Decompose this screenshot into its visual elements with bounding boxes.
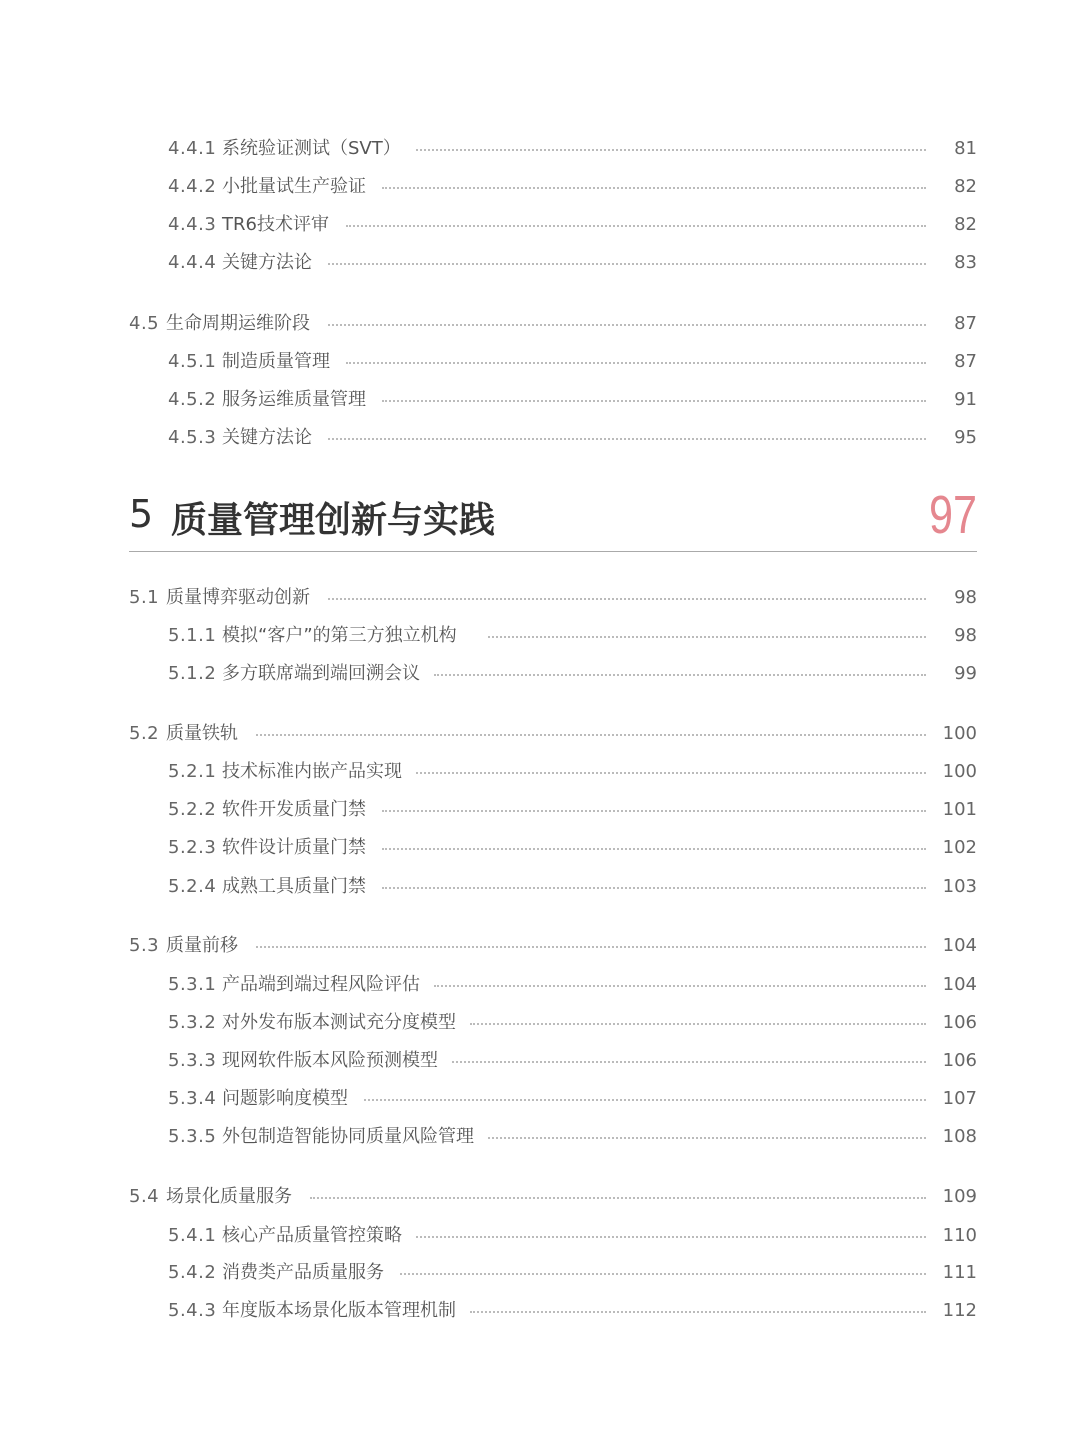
toc-entry-page: 102 (942, 837, 977, 858)
toc-entry-title: 消费类产品质量服务 (222, 1262, 384, 1283)
toc-entry[interactable] (0, 172, 1080, 202)
toc-entry-number: 4.4.1 (168, 138, 217, 159)
toc-entry-page: 103 (942, 876, 977, 897)
toc-entry-title: 场景化质量服务 (166, 1186, 292, 1207)
toc-entry-page: 98 (954, 587, 977, 608)
chapter-title: 质量管理创新与实践 (171, 500, 496, 541)
toc-entry-page: 106 (942, 1050, 977, 1071)
dot-leader (328, 438, 926, 440)
toc-entry-title: 外包制造智能协同质量风险管理 (222, 1126, 474, 1147)
toc-entry[interactable] (0, 621, 1080, 651)
toc-entry[interactable] (0, 210, 1080, 240)
toc-entry-number: 5.1 (129, 587, 160, 608)
toc-entry-number: 4.5.1 (168, 351, 217, 372)
toc-entry-page: 109 (942, 1186, 977, 1207)
toc-entry-number: 5.3.1 (168, 974, 217, 995)
toc-section-entry[interactable] (0, 309, 1080, 339)
toc-entry-page: 101 (942, 799, 977, 820)
toc-entry[interactable] (0, 659, 1080, 689)
toc-entry-title: 小批量试生产验证 (222, 176, 366, 197)
toc-entry-title: 技术标准内嵌产品实现 (222, 761, 402, 782)
toc-entry[interactable] (0, 1221, 1080, 1251)
toc-entry[interactable] (0, 970, 1080, 1000)
dot-leader (416, 1236, 926, 1238)
dot-leader (416, 149, 926, 151)
toc-entry-page: 111 (942, 1262, 977, 1283)
toc-section-entry[interactable] (0, 1182, 1080, 1212)
dot-leader (382, 887, 926, 889)
toc-entry-title: 问题影响度模型 (222, 1088, 348, 1109)
toc-entry-number: 4.5.2 (168, 389, 217, 410)
toc-entry-title: 核心产品质量管控策略 (222, 1225, 402, 1246)
toc-entry-number: 5.4.3 (168, 1300, 217, 1321)
toc-entry-title: 生命周期运维阶段 (166, 313, 310, 334)
toc-entry-number: 5.4.2 (168, 1262, 217, 1283)
toc-entry-title: 质量前移 (166, 935, 238, 956)
toc-entry-number: 4.4.4 (168, 252, 217, 273)
toc-entry[interactable] (0, 1258, 1080, 1288)
toc-entry-number: 5.2.2 (168, 799, 217, 820)
toc-entry[interactable] (0, 1296, 1080, 1326)
toc-entry-page: 106 (942, 1012, 977, 1033)
toc-entry-page: 107 (942, 1088, 977, 1109)
toc-entry-page: 108 (942, 1126, 977, 1147)
toc-entry-number: 5.2.3 (168, 837, 217, 858)
toc-entry-title: 质量博弈驱动创新 (166, 587, 310, 608)
toc-entry-page: 99 (954, 663, 977, 684)
toc-entry-page: 82 (954, 176, 977, 197)
toc-entry-number: 5.3.2 (168, 1012, 217, 1033)
dot-leader (434, 985, 926, 987)
toc-entry-number: 5.3.5 (168, 1126, 217, 1147)
toc-entry-title: 年度版本场景化版本管理机制 (222, 1300, 456, 1321)
toc-entry[interactable] (0, 134, 1080, 164)
dot-leader (346, 362, 926, 364)
dot-leader (470, 1023, 926, 1025)
dot-leader (382, 400, 926, 402)
toc-entry-title: TR6技术评审 (222, 214, 329, 235)
toc-entry[interactable] (0, 1084, 1080, 1114)
toc-entry-title: 关键方法论 (222, 252, 312, 273)
toc-entry-number: 5.3.3 (168, 1050, 217, 1071)
toc-entry-number: 5.3.4 (168, 1088, 217, 1109)
dot-leader (488, 636, 926, 638)
chapter-divider (129, 551, 977, 552)
toc-entry[interactable] (0, 1008, 1080, 1038)
toc-entry-page: 83 (954, 252, 977, 273)
toc-entry-title: 多方联席端到端回溯会议 (222, 663, 420, 684)
dot-leader (488, 1137, 926, 1139)
chapter-heading[interactable] (129, 485, 977, 548)
dot-leader (434, 674, 926, 676)
toc-entry-title: 产品端到端过程风险评估 (222, 974, 420, 995)
toc-entry-title: 关键方法论 (222, 427, 312, 448)
dot-leader (452, 1061, 926, 1063)
toc-entry-title: 系统验证测试（SVT） (222, 138, 401, 159)
toc-entry-number: 5.4.1 (168, 1225, 217, 1246)
dot-leader (328, 324, 926, 326)
toc-entry-number: 5.2.1 (168, 761, 217, 782)
toc-entry-number: 4.4.2 (168, 176, 217, 197)
dot-leader (364, 1099, 926, 1101)
toc-entry-page: 110 (942, 1225, 977, 1246)
toc-entry-page: 100 (942, 761, 977, 782)
dot-leader (310, 1197, 926, 1199)
toc-entry-title: 现网软件版本风险预测模型 (222, 1050, 438, 1071)
toc-entry-page: 87 (954, 351, 977, 372)
toc-entry-number: 5.3 (129, 935, 160, 956)
toc-entry-page: 112 (942, 1300, 977, 1321)
toc-section-entry[interactable] (0, 931, 1080, 961)
dot-leader (328, 598, 926, 600)
toc-entry[interactable] (0, 423, 1080, 453)
toc-entry-number: 5.4 (129, 1186, 160, 1207)
toc-entry[interactable] (0, 385, 1080, 415)
toc-entry-number: 5.1.1 (168, 625, 217, 646)
toc-entry-page: 104 (942, 935, 977, 956)
toc-entry[interactable] (0, 1046, 1080, 1076)
toc-section-entry[interactable] (0, 719, 1080, 749)
toc-entry-page: 81 (954, 138, 977, 159)
toc-entry-number: 5.2 (129, 723, 160, 744)
dot-leader (400, 1273, 926, 1275)
toc-entry-page: 91 (954, 389, 977, 410)
toc-entry-title: 服务运维质量管理 (222, 389, 366, 410)
toc-entry-number: 4.5.3 (168, 427, 217, 448)
dot-leader (382, 810, 926, 812)
toc-entry-title: 质量铁轨 (166, 723, 238, 744)
toc-section-entry[interactable] (0, 583, 1080, 613)
toc-entry-title: 软件设计质量门禁 (222, 837, 366, 858)
dot-leader (256, 734, 926, 736)
dot-leader (470, 1311, 926, 1313)
toc-entry-number: 5.2.4 (168, 876, 217, 897)
toc-entry-page: 100 (942, 723, 977, 744)
toc-entry-title: 软件开发质量门禁 (222, 799, 366, 820)
toc-entry-title: 成熟工具质量门禁 (222, 876, 366, 897)
dot-leader (382, 187, 926, 189)
toc-entry[interactable] (0, 833, 1080, 863)
toc-entry-title: 对外发布版本测试充分度模型 (222, 1012, 456, 1033)
toc-entry-number: 4.4.3 (168, 214, 217, 235)
toc-entry-number: 5.1.2 (168, 663, 217, 684)
chapter-page-number: 97 (928, 485, 977, 545)
dot-leader (416, 772, 926, 774)
dot-leader (328, 263, 926, 265)
toc-entry[interactable] (0, 872, 1080, 902)
toc-entry-page: 104 (942, 974, 977, 995)
toc-entry-page: 95 (954, 427, 977, 448)
toc-entry-number: 4.5 (129, 313, 160, 334)
dot-leader (382, 848, 926, 850)
chapter-number: 5 (129, 492, 154, 536)
toc-entry-title: 模拟“客户”的第三方独立机构 (222, 625, 457, 646)
toc-entry[interactable] (0, 757, 1080, 787)
toc-entry[interactable] (0, 248, 1080, 278)
toc-entry[interactable] (0, 347, 1080, 377)
toc-entry-page: 98 (954, 625, 977, 646)
dot-leader (256, 946, 926, 948)
toc-entry[interactable] (0, 795, 1080, 825)
toc-entry-title: 制造质量管理 (222, 351, 330, 372)
toc-entry-page: 87 (954, 313, 977, 334)
toc-entry[interactable] (0, 1122, 1080, 1152)
dot-leader (346, 225, 926, 227)
toc-entry-page: 82 (954, 214, 977, 235)
